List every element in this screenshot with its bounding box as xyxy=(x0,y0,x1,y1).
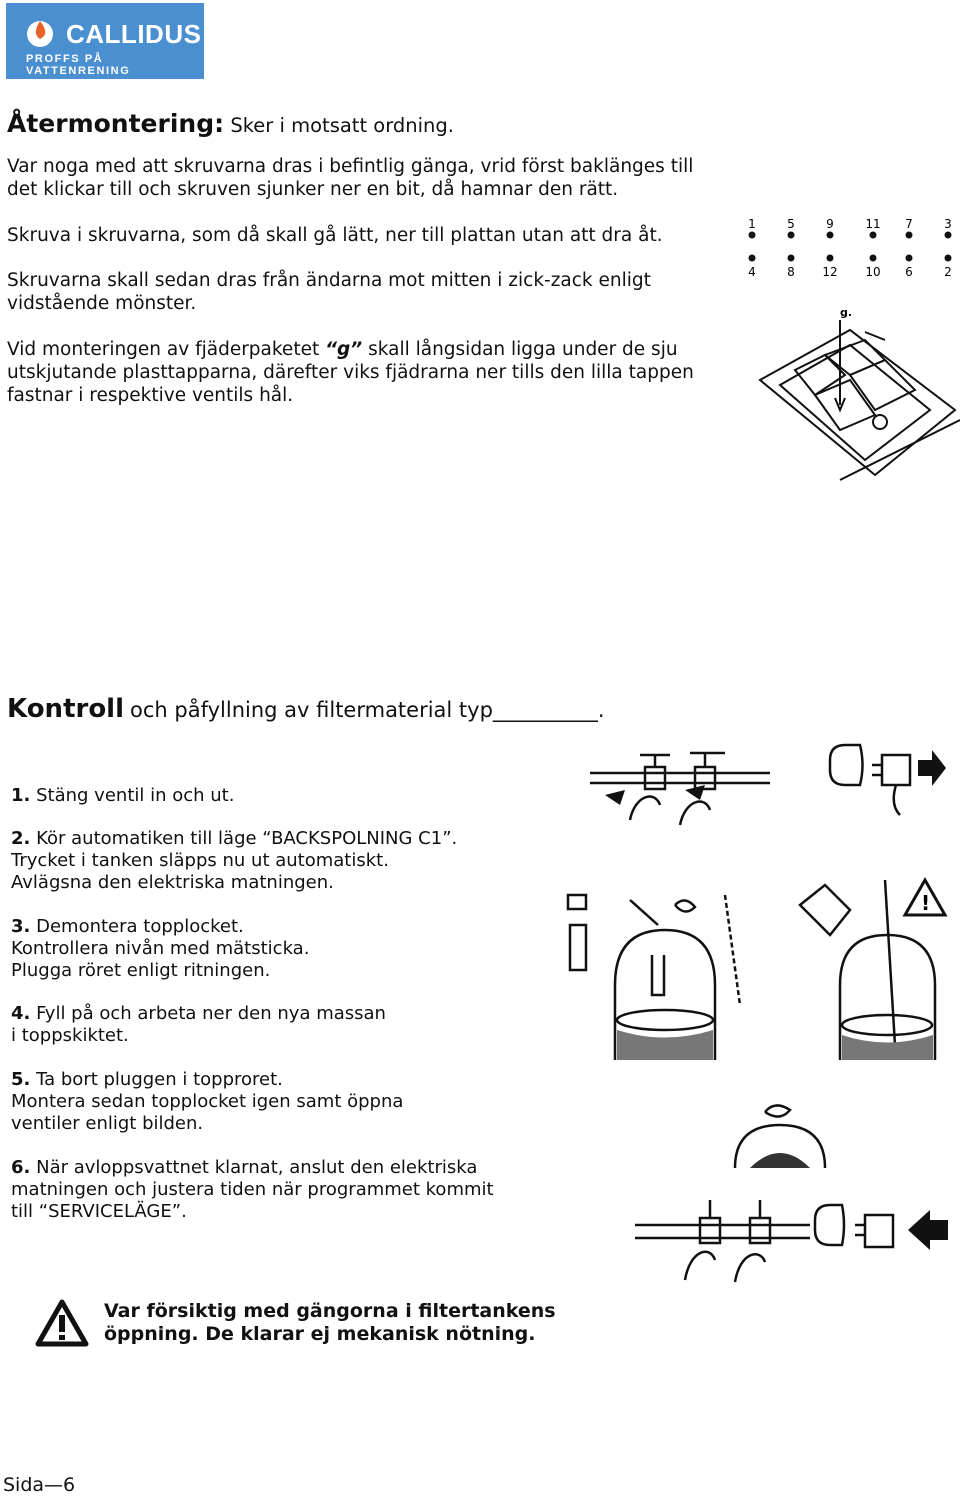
reassembly-paragraph-3: Skruvarna skall sedan dras från ändarna mot mitten i zick-zack enligt vidstående mönster. xyxy=(7,270,651,314)
fill-media-illustration xyxy=(795,875,955,1065)
logo-tagline: PROFFS PÅ VATTENRENING xyxy=(26,53,131,77)
logo-brand: CALLIDUS xyxy=(66,19,202,49)
step-5: 5. Ta bort pluggen i topproret. Montera sedan topplocket igen samt öppna ventiler enligt bilden. xyxy=(11,1069,404,1134)
screw-dot xyxy=(749,232,756,239)
svg-text:!: ! xyxy=(921,891,931,915)
screw-dot xyxy=(870,255,877,262)
spring-package-illustration xyxy=(755,300,960,485)
step-2: 2. Kör automatiken till läge “BACKSPOLNING C1”. Trycket i tanken släpps nu ut automatiskt. Avlägsna den elektriska matningen. xyxy=(11,828,458,893)
screw-number-top: 11 xyxy=(865,217,881,231)
step-1: 1. Stäng ventil in och ut. xyxy=(11,785,235,806)
screw-number-bottom: 12 xyxy=(822,265,838,279)
reassembly-paragraph-2: Skruva i skruvarna, som då skall gå lätt, ner till plattan utan att dra åt. xyxy=(7,225,663,246)
screw-dot xyxy=(906,255,913,262)
screw-number-top: 3 xyxy=(944,217,952,231)
screw-dot xyxy=(945,255,952,262)
screw-number-top: 7 xyxy=(905,217,913,231)
step-4: 4. Fyll på och arbeta ner den nya massan i toppskiktet. xyxy=(11,1003,386,1046)
screw-number-bottom: 6 xyxy=(905,265,913,279)
screw-number-bottom: 10 xyxy=(865,265,881,279)
reassembly-heading: Återmontering: Sker i motsatt ordning. xyxy=(7,109,454,138)
step-3: 3. Demontera topplocket. Kontrollera nivån med mätsticka. Plugga röret enligt ritningen. xyxy=(11,916,310,981)
drop-icon xyxy=(22,17,58,49)
step-6: 6. När avloppsvattnet klarnat, anslut den elektriska matningen och justera tiden när programmet kommit till “SERVICELÄGE”. xyxy=(11,1157,494,1222)
close-valves-illustration xyxy=(585,745,775,830)
screw-number-top: 5 xyxy=(787,217,795,231)
screw-dot xyxy=(788,255,795,262)
screw-pattern xyxy=(740,214,960,284)
screw-dot xyxy=(870,232,877,239)
callidus-logo xyxy=(6,3,204,79)
reassembly-paragraph-4: Vid monteringen av fjäderpaketet “g” skall långsidan ligga under de sju utskjutande plasttapparna, därefter viks fjädrarna ner tills den lilla tappen fastnar i respektive ventils hål. xyxy=(7,339,694,406)
screw-dot xyxy=(788,232,795,239)
control-heading: Kontroll och påfyllning av filtermaterial typ__________. xyxy=(7,694,605,724)
screw-dot xyxy=(827,232,834,239)
screw-number-top: 9 xyxy=(826,217,834,231)
screw-number-bottom: 2 xyxy=(944,265,952,279)
screw-dot xyxy=(945,232,952,239)
unplug-illustration xyxy=(820,740,950,820)
warning-text: Var försiktig med gängorna i filtertankens öppning. De klarar ej mekanisk nötning. xyxy=(104,1300,556,1345)
page-number: Sida—6 xyxy=(3,1474,76,1496)
screw-number-top: 1 xyxy=(748,217,756,231)
warning-icon xyxy=(34,1298,90,1348)
screw-number-bottom: 8 xyxy=(787,265,795,279)
remove-cover-illustration xyxy=(560,885,750,1065)
screw-dot xyxy=(827,255,834,262)
screw-dot xyxy=(749,255,756,262)
reassembly-paragraph-1: Var noga med att skruvarna dras i befintlig gänga, vrid först baklänges till det klickar till och skruven sjunker ner en bit, då hamnar den rätt. xyxy=(7,156,694,200)
open-valves-illustration xyxy=(630,1190,950,1285)
replace-cover-illustration xyxy=(730,1100,830,1170)
label-g: g. xyxy=(840,306,853,319)
screw-number-bottom: 4 xyxy=(748,265,756,279)
screw-dot xyxy=(906,232,913,239)
